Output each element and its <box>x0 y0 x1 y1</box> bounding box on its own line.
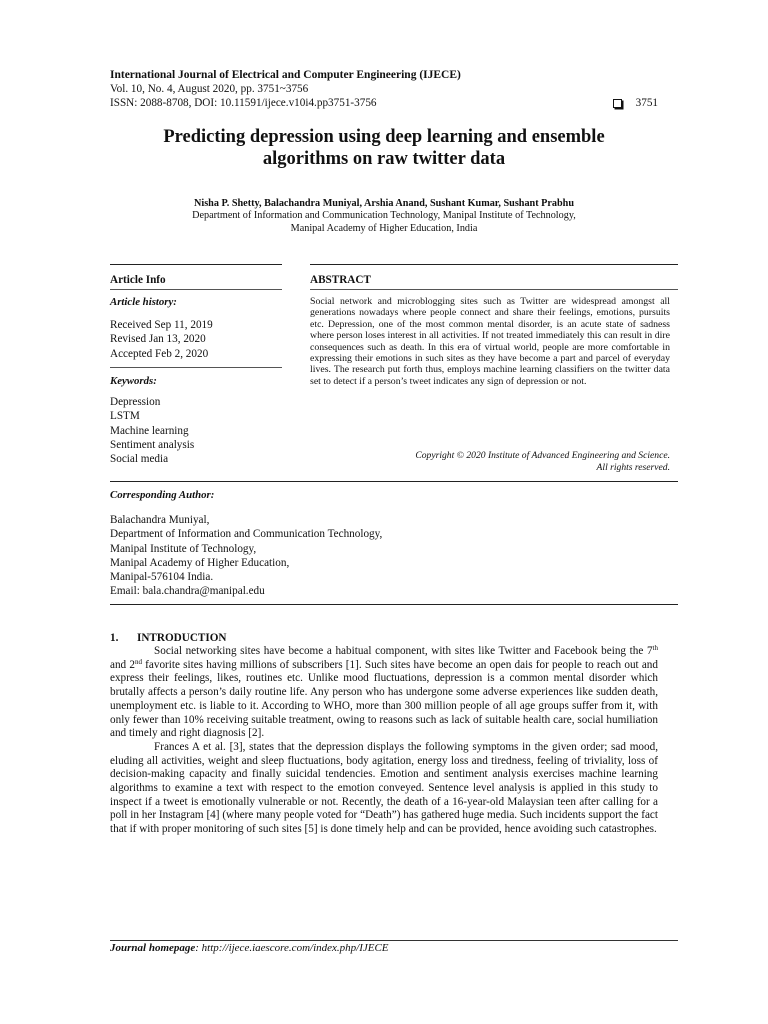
section-number: 1. <box>110 632 119 644</box>
history-list <box>110 318 282 361</box>
front-matter-bottom-rule <box>110 481 678 482</box>
corr-line: Department of Information and Communication Technology, <box>110 528 383 541</box>
corresponding-bottom-rule <box>110 604 678 605</box>
title-line-1: Predicting depression using deep learning and ensemble <box>163 127 605 147</box>
keyword-item: Sentiment analysis <box>110 438 195 451</box>
title-line-2: algorithms on raw twitter data <box>262 149 506 169</box>
affiliation-line-1: Department of Information and Communication Technology, Manipal Institute of Technology, <box>192 210 576 221</box>
keyword-item: Machine learning <box>110 424 189 437</box>
homepage-link[interactable]: : http://ijece.iaescore.com/index.php/IJECE <box>195 942 389 954</box>
history-heading: Article history: <box>110 296 177 308</box>
copyright-line-1: Copyright © 2020 Institute of Advanced Engineering and Science. <box>415 450 670 461</box>
keyword-item: Social media <box>110 453 169 466</box>
keywords-heading: Keywords: <box>110 375 157 387</box>
keyword-item: LSTM <box>110 410 140 423</box>
abstract-top-rule <box>310 264 678 265</box>
paragraph: Social networking sites have become a habitual component, with sites like Twitter and Facebook being the 7th and 2nd favorite sites having millions of subscribers [1]. Such sites have become an open dais for people to reach out and express their feelings, likes, routines etc. Unlike mood fluctuations, depression is a common mental disorder which brutally affects a person’s daily routine life. Any person who has undergone some adverse experiences like sudden death, unemployment etc. is liable to it. According to WHO, more than 300 million people of all age groups suffer from it, with only fewer than 10% receiving suitable treatment, owing to reasons such as lack of suitable health care, social humiliation and timely and right diagnosis [2]. <box>110 644 658 740</box>
abstract-text: Social network and microblogging sites such as Twitter are widespread amongst all generations nowadays where people connect and share their feelings, emotions, pursuits etc. Depression, one of the most common mental disorder, is an acute state of sadness where person loses interest in all activities. If not treated immediately this can result in dire consequences such as death. In this era of virtual world, people are more comfortable in expressing their emotions in such sites as they have become a part and parcel of everyday lives. The research put forth thus, employs machine learning classifiers on the twitter data set to detect if a person’s tweet indicates any sign of depression or not. <box>310 296 670 387</box>
introduction-body <box>110 645 658 837</box>
corr-email: Email: bala.chandra@manipal.edu <box>110 585 265 598</box>
corresponding-heading: Corresponding Author: <box>110 489 215 501</box>
copyright-notice <box>310 450 670 474</box>
article-info-rule <box>110 289 282 290</box>
page-number: 3751 <box>635 97 658 109</box>
keyword-item: Depression <box>110 396 161 408</box>
journal-name: International Journal of Electrical and Computer Engineering (IJECE) <box>110 69 461 81</box>
history-accepted: Accepted Feb 2, 2020 <box>110 347 209 360</box>
volume-info: Vol. 10, No. 4, August 2020, pp. 3751~3756 <box>110 83 309 95</box>
keywords-list <box>110 395 282 466</box>
corr-line: Manipal-576104 India. <box>110 571 214 584</box>
keywords-rule <box>110 367 282 368</box>
article-info-heading: Article Info <box>110 274 166 286</box>
corr-line: Manipal Institute of Technology, <box>110 542 257 555</box>
corr-line: Manipal Academy of Higher Education, <box>110 556 290 569</box>
corr-line: Balachandra Muniyal, <box>110 514 210 526</box>
homepage-label: Journal homepage <box>110 942 196 954</box>
journal-header <box>110 68 658 110</box>
affiliation-line-2: Manipal Academy of Higher Education, India <box>290 222 478 234</box>
abstract-rule <box>310 289 678 290</box>
copyright-line-2: All rights reserved. <box>596 462 670 473</box>
paragraph: Frances A et al. [3], states that the depression displays the following symptoms in the given order; sad mood, eluding all activities, weight and sleep fluctuations, body agitation, energy loss and tiredness, feeling of triviality, loss of decision-making capacity and finally suicidal tendencies. Emotion and sentiment analysis exercises machine learning algorithms to examine a text with respect to the emotion conveyed. Sentence level analysis is applied in this study to inspect if a tweet is emotionally vulnerable or not. Recently, the death of a 16-year-old Malaysian teen after calling for a poll in her Instagram [4] (where many people voted for “Death”) has gathered huge media. Such incidents support the fact that if with proper monitoring of such sites [5] is done timely help and can be provided, hence avoiding such catastrophes. <box>110 740 658 836</box>
section-title: INTRODUCTION <box>137 632 227 644</box>
abstract-heading: ABSTRACT <box>310 274 371 286</box>
square-bullet-icon <box>613 99 622 108</box>
issn-row <box>110 96 658 110</box>
affiliation <box>110 210 658 235</box>
article-info-top-rule <box>110 264 282 265</box>
issn-doi: ISSN: 2088-8708, DOI: 10.11591/ijece.v10i4.pp3751-3756 <box>110 97 377 109</box>
paper-title <box>110 126 658 170</box>
author-list: Nisha P. Shetty, Balachandra Muniyal, Arshia Anand, Sushant Kumar, Sushant Prabhu <box>194 198 574 209</box>
history-received: Received Sep 11, 2019 <box>110 319 213 331</box>
history-revised: Revised Jan 13, 2020 <box>110 333 206 346</box>
section-heading-introduction <box>110 632 227 644</box>
corresponding-details <box>110 513 470 599</box>
page-number-group <box>613 96 658 110</box>
journal-homepage <box>110 942 389 954</box>
footer-rule <box>110 940 678 941</box>
